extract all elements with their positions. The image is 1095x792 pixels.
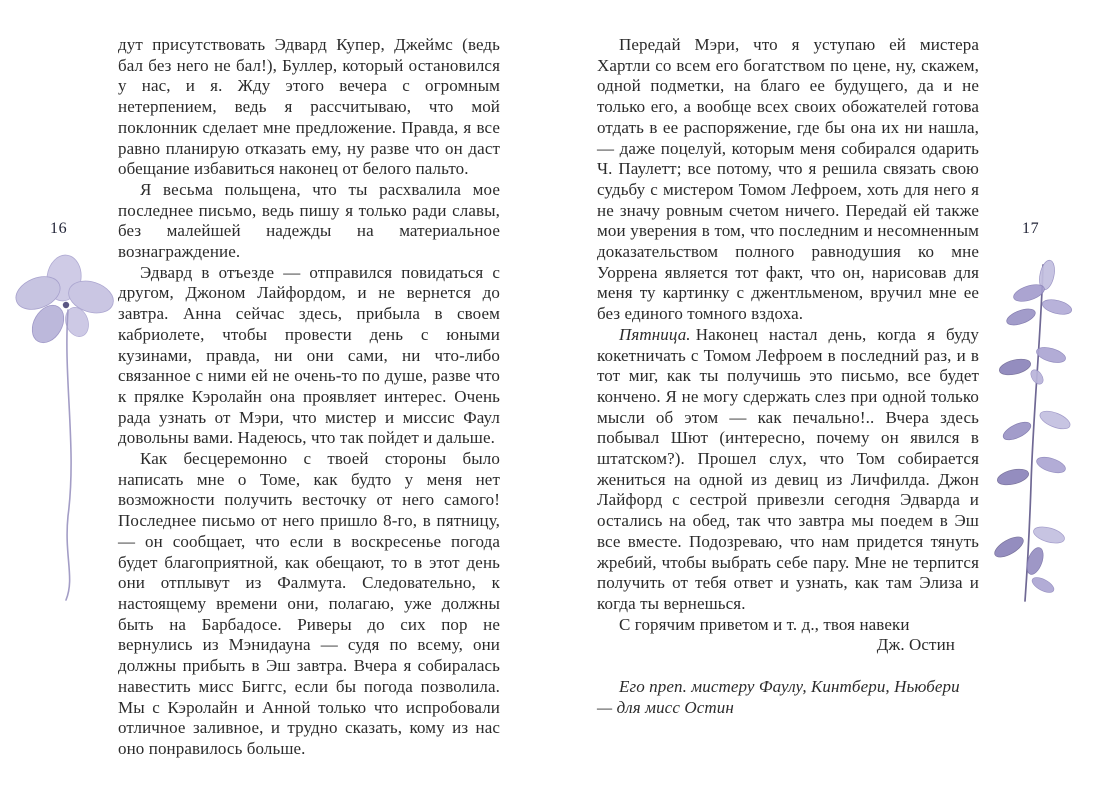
friday-lead: Пятница.	[619, 324, 691, 344]
violet-flower-icon	[14, 248, 124, 608]
page-number-right: 17	[1022, 220, 1040, 237]
paragraph: Как бесцеремонно с твоей стороны было написать мне о Томе, как будто у меня нет возможности получить весточку от него самого! Последнее письмо от него пришло 8-го, в пятницу, — он сообщает, что если в воскресенье погода будет благоприятной, как обещают, то в этот день они отплывут из Фалмута. Следовательно, к настоящему времени они, полагаю, уже должны быть на Барбадосе. Риверы до сих пор не вернулись из Мэнидауна — судя по всему, они должны прибыть в Эш завтра. Вчера я собиралась навестить мисс Биггс, если бы погода позволила. Мы с Кэролайн и Анной только что испробовали отличное заливное, и трудно сказать, кому из нас оно понравилось больше.	[118, 449, 500, 758]
paragraph: дут присутствовать Эдвард Купер, Джеймс (ведь бал без него не бал!), Буллер, который остановился у нас, и я. Жду этого вечера с огромным нетерпением, ведь я рассчитываю, что мой поклонник сделает мне предложение. Правда, я все равно планирую отказать ему, ну разве что он даст обещание избавиться наконец от белого пальто.	[118, 35, 500, 179]
paragraph: Эдвард в отъезде — отправился повидаться с другом, Джоном Лайфордом, и не вернется до завтра. Анна сейчас здесь, прибыла в своем кабриолете, чтобы провести день с юными кузинами, правда, ни они сами, ни что-либо связанное с ними ей не очень-то по душе, разве что к прялке Кэролайн она проявляет интерес. Очень рада узнать от Мэри, что мистер и миссис Фаул довольны вами. Надеюсь, что так пойдет и дальше.	[118, 262, 500, 448]
recipient-address: Его преп. мистеру Фаулу, Кинтбери, Ньюбери — для мисс Остин	[597, 677, 960, 717]
leaf-branch-icon	[985, 255, 1090, 605]
closing-line: С горячим приветом и т. д., твоя навеки	[619, 614, 910, 634]
signature: Дж. Остин	[876, 635, 955, 655]
page-number-left: 16	[50, 220, 68, 237]
left-page-text	[118, 35, 500, 760]
paragraph: Передай Мэри, что я уступаю ей мистера Хартли со всем его богатством по цене, ну, скажем, одной подметки, на благо ее будущего, да и не только его, а вообще всех своих обожателей готова отдать в ее распоряжение, где бы она их ни нашла, — даже поцелуй, которым меня собирался одарить Ч. Паулетт; все потому, что я решила связать свою судьбу с мистером Томом Лефроем, хоть для него я не значу ровным счетом ничего. Передай ей также мои уверения в том, что последним и несомненным доказательством полного равнодушия ко мне Уоррена является тот факт, что он, нарисовав для меня ту картинку с джентльменом, вручил мне ее без единого томного вздоха.	[597, 35, 979, 324]
paragraph: Я весьма польщена, что ты расхвалила мое последнее письмо, ведь пишу я только ради славы, без малейшей надежды на материальное вознаграждение.	[118, 179, 500, 262]
right-page-text	[597, 35, 979, 719]
friday-paragraph	[597, 325, 979, 615]
friday-text: Наконец настал день, когда я буду кокетничать с Томом Лефроем в последний раз, и в тот миг, как ты получишь это письмо, все будет кончено. Я не могу сдержать слез при одной только мысли об этом — как печально!.. Вчера здесь побывал Шют (интересно, почему он явился в штатском?). Прошел слух, что Том собирается жениться на одной из девиц из Личфилда. Джон Лайфорд с сестрой привезли сегодня Эдварда и остались на обед, так что завтра мы поедем в Эш все вместе. Подозреваю, что нам придется тянуть жребий, чтобы выбрать себе пару. Мне не терпится получить от тебя ответ и узнать, как там Элиза и когда ты вернешься.	[597, 324, 979, 613]
